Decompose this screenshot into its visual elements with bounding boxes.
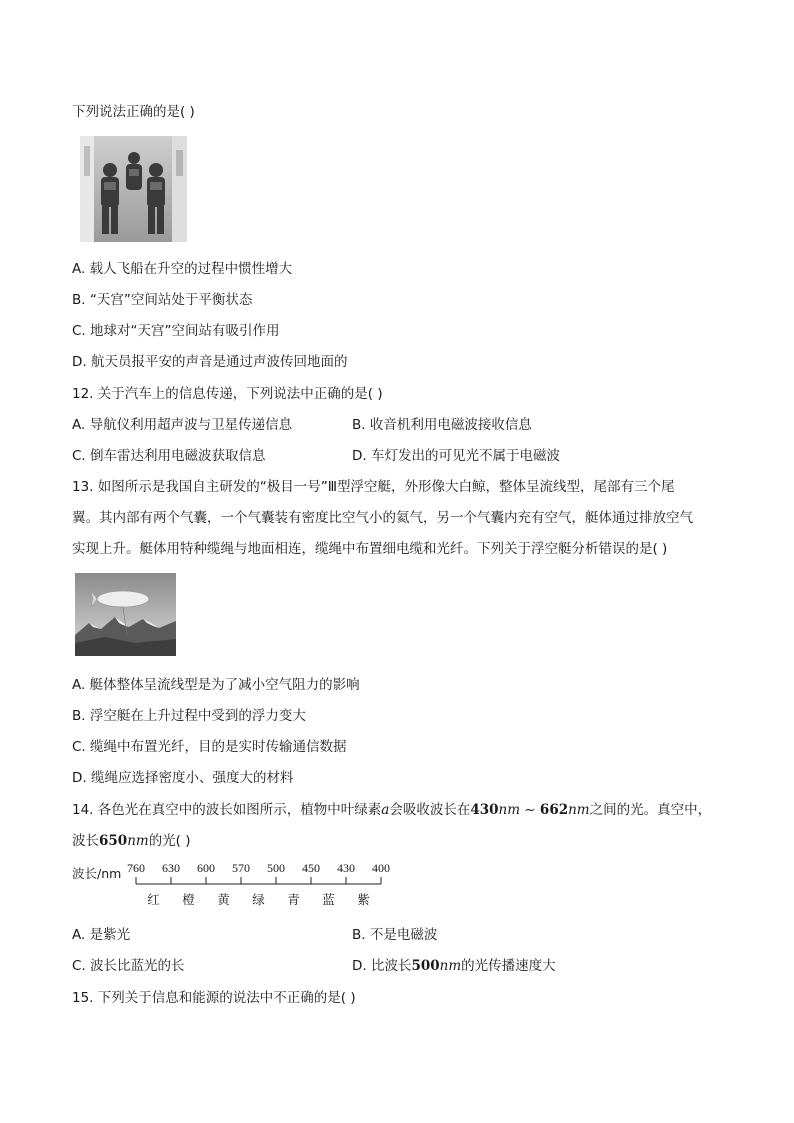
q14-option-d-text-1: D. 比波长 (352, 958, 412, 974)
q13-stem-line3: 实现上升。艇体用特种缆绳与地面相连，缆绳中布置细电缆和光纤。下列关于浮空艇分析错误的是( ) (72, 541, 668, 557)
q12-option-b: B. 收音机利用电磁波接收信息 (352, 417, 532, 433)
wavelength-tick-label: 760 (127, 861, 145, 875)
q14-var-a: a (381, 802, 390, 818)
wavelength-scale (72, 860, 392, 910)
q14-stem-text-3: 之间的光。真空中， (589, 802, 712, 818)
astronauts-photo (80, 136, 187, 242)
q14-n3: 650 (99, 833, 128, 849)
q14-stem-line1 (72, 801, 711, 819)
q14-option-d-number: 500 (411, 958, 440, 974)
q12-option-a: A. 导航仪利用超声波与卫星传递信息 (72, 417, 293, 433)
q14-tilde: ~ (520, 802, 540, 818)
q11-option-a: A. 载人飞船在升空的过程中惯性增大 (72, 261, 293, 277)
q13-option-b: B. 浮空艇在上升过程中受到的浮力变大 (72, 708, 306, 724)
wavelength-tick-label: 430 (337, 861, 355, 875)
airship-photo (75, 573, 176, 656)
color-band-label: 红 (147, 892, 160, 907)
wavelength-tick-label: 400 (372, 861, 390, 875)
q13-option-c: C. 缆绳中布置光纤，目的是实时传输通信数据 (72, 739, 347, 755)
q14-option-c: C. 波长比蓝光的长 (72, 958, 185, 974)
q11-option-b: B. “天宫”空间站处于平衡状态 (72, 292, 253, 308)
q13-option-a: A. 艇体整体呈流线型是为了减小空气阻力的影响 (72, 677, 360, 693)
q11-stem: 下列说法正确的是( ) (72, 104, 195, 120)
color-band-label: 蓝 (322, 892, 335, 907)
q14-line2-text-1: 波长 (72, 833, 99, 849)
q14-n1: 430 (470, 802, 499, 818)
q14-stem-text-2: 会吸收波长在 (389, 802, 471, 818)
color-band-label: 黄 (217, 892, 230, 907)
color-band-label: 绿 (252, 892, 265, 907)
q12-option-d: D. 车灯发出的可见光不属于电磁波 (352, 448, 560, 464)
q14-n2: 662 (539, 802, 569, 818)
q14-option-d (352, 957, 556, 975)
q14-stem-text-1: 14. 各色光在真空中的波长如图所示，植物中叶绿素 (72, 802, 382, 818)
q14-option-d-text-2: 的光传播速度大 (461, 958, 556, 974)
q14-option-b: B. 不是电磁波 (352, 927, 438, 943)
q14-unit-2: nm (568, 802, 590, 818)
q14-unit-1: nm (498, 802, 521, 818)
q13-stem-line1: 13. 如图所示是我国自主研发的“极目一号”Ⅲ型浮空艇，外形像大白鲸，整体呈流线型，尾部有三个尾 (72, 479, 675, 495)
airship-image (75, 573, 176, 656)
wavelength-tick-label: 600 (197, 861, 215, 875)
q13-option-d: D. 缆绳应选择密度小、强度大的材料 (72, 770, 294, 786)
color-band-label: 紫 (357, 892, 370, 907)
q11-option-c: C. 地球对“天宫”空间站有吸引作用 (72, 323, 280, 339)
wavelength-tick-label: 450 (302, 861, 320, 875)
q14-option-d-unit: nm (439, 958, 462, 974)
q14-option-a: A. 是紫光 (72, 927, 131, 943)
q15-stem: 15. 下列关于信息和能源的说法中不正确的是( ) (72, 990, 356, 1006)
astronauts-image (80, 136, 187, 242)
q12-stem: 12. 关于汽车上的信息传递，下列说法中正确的是( ) (72, 386, 383, 402)
q14-line2-text-2: 的光( ) (148, 833, 191, 849)
q13-stem-line2: 翼。其内部有两个气囊，一个气囊装有密度比空气小的氦气，另一个气囊内充有空气，艇体通过排放空气 (72, 510, 693, 526)
color-band-label: 橙 (182, 892, 195, 907)
q12-option-c: C. 倒车雷达利用电磁波获取信息 (72, 448, 266, 464)
color-band-label: 青 (287, 892, 300, 907)
q14-unit-3: nm (127, 833, 149, 849)
q11-option-d: D. 航天员报平安的声音是通过声波传回地面的 (72, 354, 348, 370)
wavelength-tick-label: 500 (267, 861, 285, 875)
q14-stem-line2 (72, 832, 191, 850)
wavelength-tick-label: 570 (232, 861, 250, 875)
wavelength-tick-label: 630 (162, 861, 180, 875)
scale-label: 波长/nm (72, 866, 122, 881)
